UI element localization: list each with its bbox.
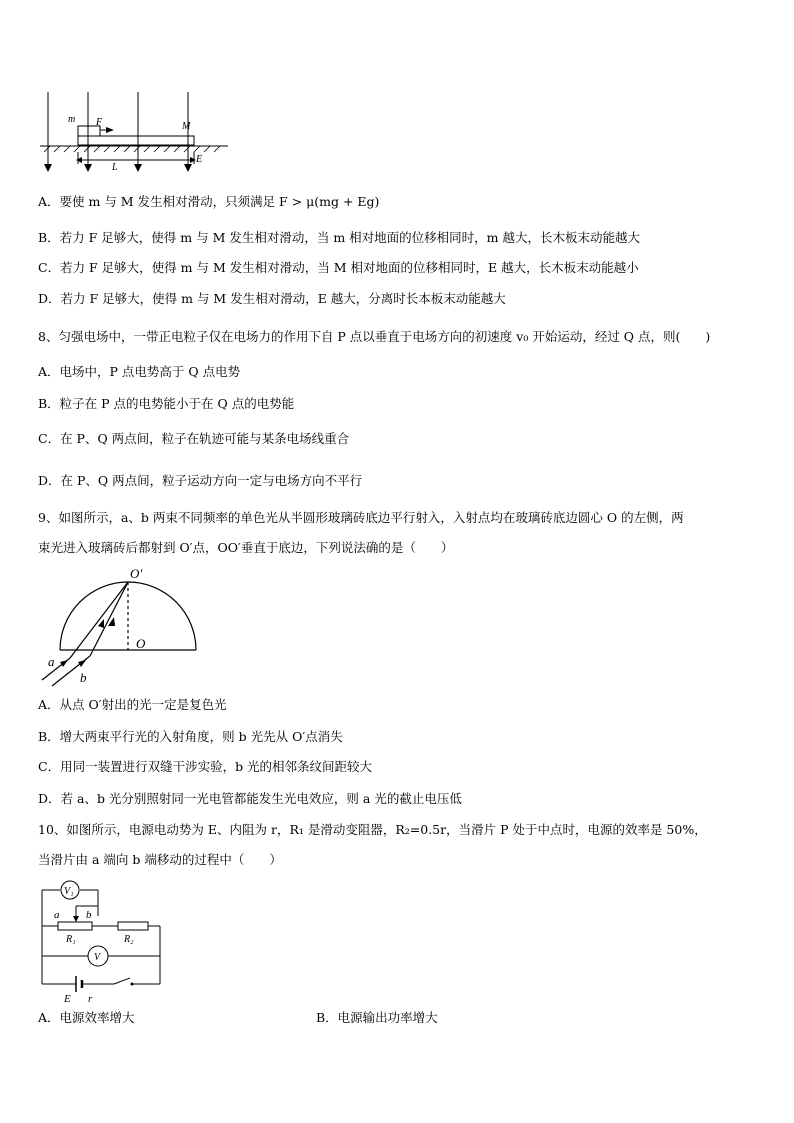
- label-a-end: a: [54, 909, 60, 921]
- q7-option-c: C．若力 F 足够大，使得 m 与 M 发生相对滑动，当 M 相对地面的位移相同时，E 越大，长木板末动能越小: [38, 260, 639, 275]
- label-R1: R₁: [66, 934, 76, 945]
- label-E: E: [196, 154, 203, 165]
- label-m: m: [68, 114, 76, 125]
- q8-option-d: D．在 P、Q 两点间，粒子运动方向一定与电场方向不平行: [38, 473, 363, 488]
- label-O-prime: O′: [130, 566, 143, 581]
- label-a: a: [48, 654, 55, 669]
- q8-stem: 8、匀强电场中，一带正电粒子仅在电场力的作用下自 P 点以垂直于电场方向的初速度 v₀ 开始运动，经过 Q 点，则( ): [38, 329, 711, 344]
- q9-option-c: C．用同一装置进行双缝干涉实验，b 光的相邻条纹间距较大: [38, 759, 373, 774]
- label-V1: V₁: [64, 886, 74, 897]
- circuit-figure: [36, 876, 168, 1004]
- q7-option-b: B．若力 F 足够大，使得 m 与 M 发生相对滑动，当 m 相对地面的位移相同时，m 越大，长木板末动能越大: [38, 230, 640, 245]
- label-V: V: [94, 952, 101, 963]
- q10-option-a: A．电源效率增大: [38, 1010, 135, 1025]
- block-board-figure: [38, 88, 238, 173]
- q9-option-d: D．若 a、b 光分别照射同一光电管都能发生光电效应，则 a 光的截止电压低: [38, 791, 462, 806]
- label-b: b: [80, 670, 87, 685]
- label-F: F: [96, 117, 103, 128]
- q10-stem-line2: 当滑片由 a 端向 b 端移动的过程中（ ）: [38, 852, 282, 867]
- label-r: r: [88, 993, 93, 1004]
- q8-option-a: A．电场中，P 点电势高于 Q 点电势: [38, 364, 241, 379]
- label-M: M: [182, 121, 191, 132]
- label-b-end: b: [86, 909, 92, 921]
- q10-stem-line1: 10、如图所示，电源电动势为 E、内阻为 r，R₁ 是滑动变阻器，R₂=0.5r，当滑片 P 处于中点时，电源的效率是 50%，: [38, 822, 707, 837]
- q7-option-d: D．若力 F 足够大，使得 m 与 M 发生相对滑动，E 越大，分离时长本板末动能越大: [38, 291, 506, 306]
- q9-stem-line2: 束光进入玻璃砖后都射到 O′点，OO′垂直于底边，下列说法确的是（ ）: [38, 540, 454, 555]
- label-R2: R₂: [124, 934, 134, 945]
- label-L: L: [112, 162, 118, 173]
- label-E: E: [64, 993, 71, 1004]
- q8-option-b: B．粒子在 P 点的电势能小于在 Q 点的电势能: [38, 396, 295, 411]
- q7-option-a: A．要使 m 与 M 发生相对滑动，只须满足 F > μ(mg + Eg): [38, 194, 380, 209]
- q9-stem-line1: 9、如图所示，a、b 两束不同频率的单色光从半圆形玻璃砖底边平行射入，入射点均在玻璃砖底边圆心 O 的左侧，两: [38, 510, 684, 525]
- q8-option-c: C．在 P、Q 两点间，粒子在轨迹可能与某条电场线重合: [38, 431, 350, 446]
- q9-option-b: B．增大两束平行光的入射角度，则 b 光先从 O′点消失: [38, 729, 343, 744]
- q10-option-b: B．电源输出功率增大: [316, 1010, 438, 1025]
- semicircle-glass-figure: [38, 562, 218, 690]
- label-O: O: [136, 636, 146, 651]
- q9-option-a: A．从点 O′射出的光一定是复色光: [38, 697, 227, 712]
